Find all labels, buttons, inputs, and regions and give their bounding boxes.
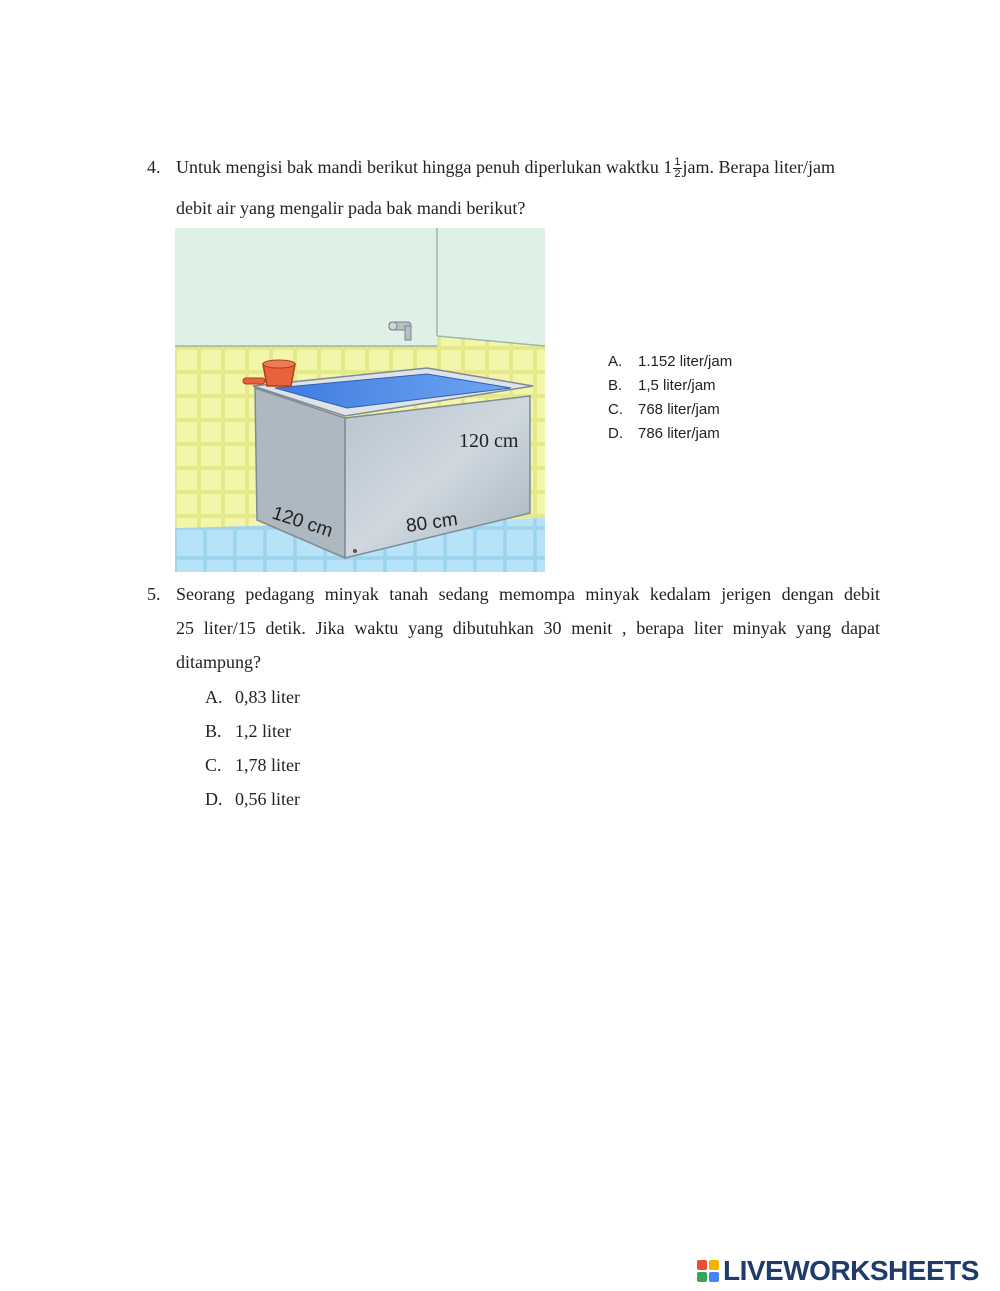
option-letter: B. [608,377,623,394]
option-row[interactable] [205,714,300,748]
question-4-text-after: jam. Berapa liter/jam [682,157,835,177]
question-5-line-3: ditampung? [176,652,261,672]
question-4-options [608,350,732,446]
question-5-line-2: 25 liter/15 detik. Jika waktu yang dibutuhkan 30 menit , berapa liter minyak yang dapat [176,618,880,638]
bathtub-illustration [175,228,545,572]
option-row[interactable] [205,748,300,782]
option-text: 1.152 liter/jam [638,353,733,370]
question-5-line-1: Seorang pedagang minyak tanah sedang memompa minyak kedalam jerigen dengan debit [176,584,880,604]
question-4 [147,150,880,218]
logo-mark-icon [697,1260,719,1282]
length-label: 120 cm [269,502,336,543]
option-letter: A. [608,353,623,370]
question-5-number: 5. [147,584,161,604]
option-text: 786 liter/jam [638,425,720,442]
option-letter: D. [205,789,223,809]
question-4-text-before: Untuk mengisi bak mandi berikut hingga penuh diperlukan waktku 1 [176,157,673,177]
option-text: 1,5 liter/jam [638,377,716,394]
option-letter: D. [608,425,623,442]
liveworksheets-logo[interactable] [697,1255,979,1287]
question-4-number: 4. [147,157,161,177]
fraction-denominator: 2 [674,168,681,181]
option-text: 0,56 liter [235,789,300,809]
option-text: 0,83 liter [235,687,300,707]
question-4-line-2: debit air yang mengalir pada bak mandi berikut? [176,198,526,218]
option-row[interactable] [608,398,732,422]
option-letter: C. [205,755,222,775]
logo-text: LIVEWORKSHEETS [723,1255,979,1286]
option-row[interactable] [205,680,300,714]
option-letter: C. [608,401,623,418]
height-label: 120 cm [459,430,519,452]
option-row[interactable] [608,350,732,374]
logo-square [697,1260,707,1270]
option-letter: B. [205,721,222,741]
fraction [673,157,681,180]
option-text: 1,78 liter [235,755,300,775]
logo-square [697,1272,707,1282]
option-row[interactable] [608,422,732,446]
option-row[interactable] [205,782,300,816]
question-5 [147,577,880,679]
option-text: 1,2 liter [235,721,291,741]
option-text: 768 liter/jam [638,401,720,418]
option-letter: A. [205,687,223,707]
logo-square [709,1272,719,1282]
question-4-line-1 [176,150,835,184]
question-5-options [205,680,300,816]
fraction-numerator: 1 [674,156,681,169]
logo-square [709,1260,719,1270]
width-label: 80 cm [404,508,459,537]
option-row[interactable] [608,374,732,398]
